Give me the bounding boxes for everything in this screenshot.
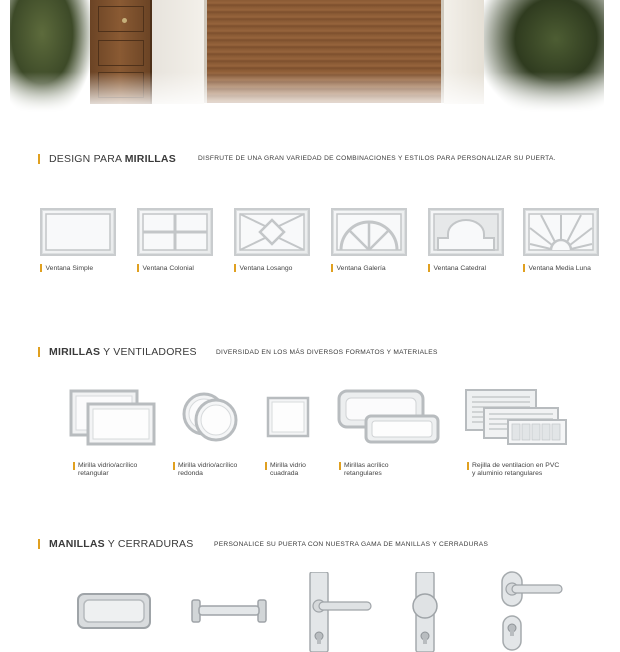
window-style-caption: Ventana Simple (40, 264, 93, 272)
window-media-luna-icon (523, 208, 599, 256)
window-galeria-icon (331, 208, 407, 256)
section-accent-bar (38, 154, 40, 164)
mirilla-caption: Mirilla vidrio cuadrada (270, 462, 306, 478)
mirilla-caption: Mirillas acrílico retangulares (344, 462, 389, 478)
section-description-manillas: PERSONALICE SU PUERTA CON NUESTRA GAMA DE MANILLAS Y CERRADURAS (214, 541, 489, 548)
section-title-manillas: MANILLAS Y CERRADURAS (49, 538, 194, 550)
section-header-mirillas (38, 346, 197, 358)
window-style-caption: Ventana Galería (331, 264, 386, 272)
hero-fade (10, 72, 604, 112)
section-description-design: DISFRUTE DE UNA GRAN VARIEDAD DE COMBINACIONES Y ESTILOS PARA PERSONALIZAR SU PUERTA. (198, 155, 556, 162)
mirilla-caption: Rejilla de ventilacion en PVC y aluminio retangulares (472, 462, 559, 478)
hero-garage-photo (10, 0, 604, 112)
section-header-manillas (38, 538, 193, 550)
section-accent-bar (38, 539, 40, 549)
window-catedral-icon (428, 208, 504, 256)
window-style-caption: Ventana Losango (234, 264, 292, 272)
mirilla-caption: Mirilla vidrio/acrílico retangular (78, 462, 137, 478)
window-simple-icon (40, 208, 116, 256)
section-title-design: DESIGN PARA MIRILLAS (49, 153, 176, 165)
section-title-mirillas: MIRILLAS Y VENTILADORES (49, 346, 197, 358)
section-header-design (38, 153, 176, 165)
window-losango-icon (234, 208, 310, 256)
section-accent-bar (38, 347, 40, 357)
window-style-caption: Ventana Catedral (428, 264, 486, 272)
mirilla-caption: Mirilla vidrio/acrílico redonda (178, 462, 237, 478)
section-description-mirillas: DIVERSIDAD EN LOS MÁS DIVERSOS FORMATOS Y MATERIALES (216, 349, 438, 356)
window-colonial-icon (137, 208, 213, 256)
window-style-caption: Ventana Media Luna (523, 264, 591, 272)
window-style-caption: Ventana Colonial (137, 264, 194, 272)
